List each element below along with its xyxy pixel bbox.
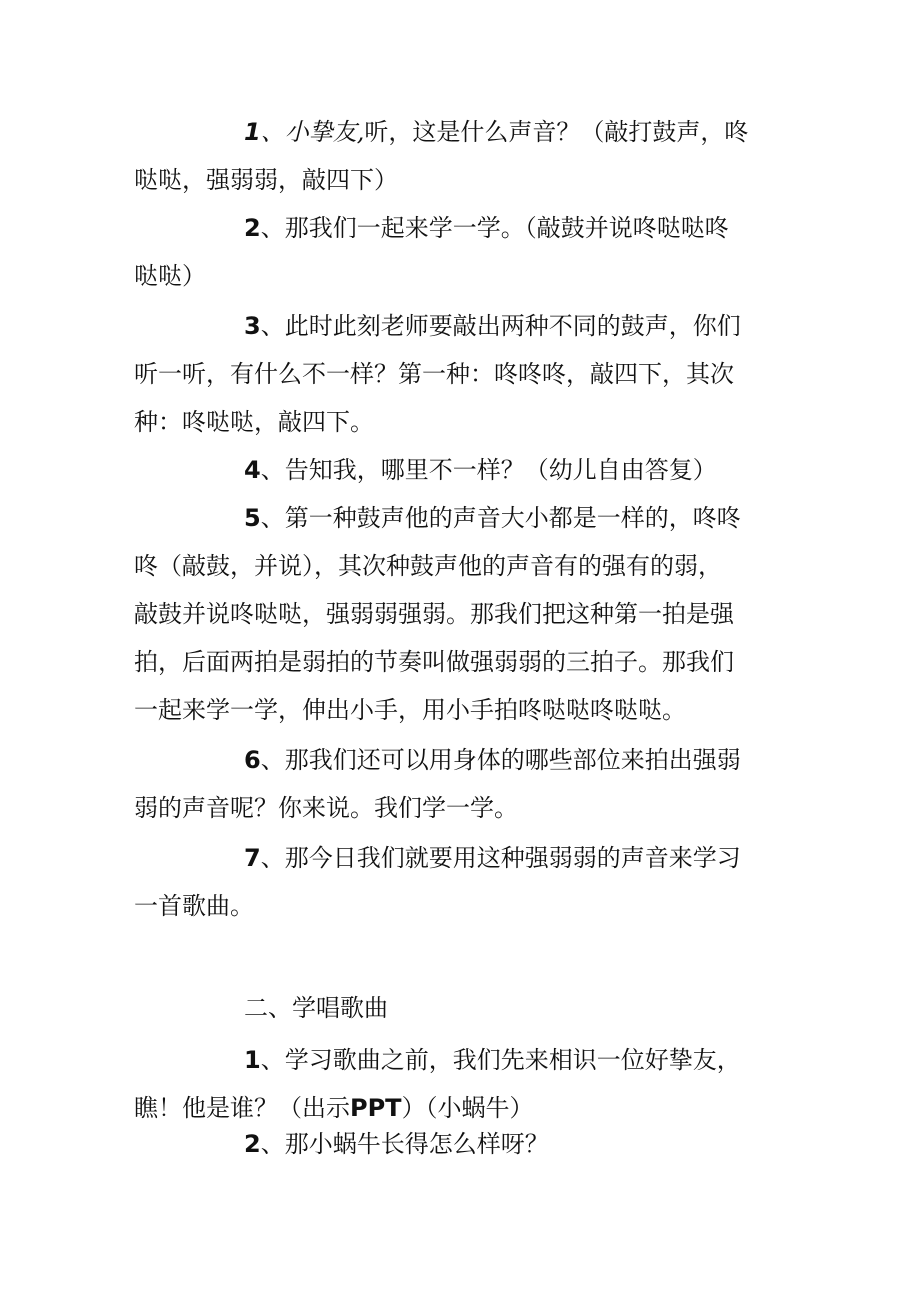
paragraph-line: 弱的声音呢？你来说。我们学一学。 xyxy=(134,794,518,822)
paragraph-text: ）（小蜗牛） xyxy=(401,1094,534,1122)
paragraph-line: 哒哒，强弱弱，敲四下） xyxy=(134,166,398,194)
paragraph-3 xyxy=(134,302,794,446)
section-heading xyxy=(134,984,794,1032)
paragraph-number: 5 xyxy=(244,504,261,532)
paragraph-line: 一首歌曲。 xyxy=(134,892,254,920)
paragraph-number: 2 xyxy=(244,1130,261,1158)
paragraph-line: 咚（敲鼓，并说），其次种鼓声他的声音有的强有的弱， xyxy=(134,552,722,580)
paragraph-number: 1 xyxy=(244,118,261,146)
paragraph-number: 1 xyxy=(244,1046,261,1074)
paragraph-number: 2 xyxy=(244,214,261,242)
paragraph-text: 、那小蜗牛长得怎么样呀？ xyxy=(260,1130,549,1158)
italic-prefix: 、小挚友, xyxy=(260,118,365,146)
paragraph-line: 一起来学一学，伸出小手，用小手拍咚哒哒咚哒哒。 xyxy=(134,696,686,724)
paragraph-text: 、第一种鼓声他的声音大小都是一样的，咚咚 xyxy=(260,504,741,532)
paragraph-1 xyxy=(134,108,794,204)
paragraph-line: 哒哒） xyxy=(134,262,206,290)
paragraph-line xyxy=(134,108,794,156)
paragraph-text: 、那我们一起来学一学。（敲鼓并说咚哒哒咚 xyxy=(260,214,729,242)
paragraph-4 xyxy=(134,446,794,494)
ppt-label: PPT xyxy=(350,1094,402,1122)
paragraph-number: 3 xyxy=(244,312,261,340)
paragraph-line xyxy=(134,1036,794,1084)
paragraph-number: 7 xyxy=(244,844,261,872)
paragraph-line: 拍，后面两拍是弱拍的节奏叫做强弱弱的三拍子。那我们 xyxy=(134,648,734,676)
section-paragraph-2 xyxy=(134,1120,794,1168)
paragraph-line xyxy=(134,494,794,542)
paragraph-line: 敲鼓并说咚哒哒，强弱弱强弱。那我们把这种第一拍是强 xyxy=(134,600,734,628)
paragraph-6 xyxy=(134,736,794,832)
paragraph-text: 、那我们还可以用身体的哪些部位来拍出强弱 xyxy=(260,746,741,774)
section-heading-text: 二、学唱歌曲 xyxy=(244,994,388,1022)
section-paragraph-1 xyxy=(134,1036,794,1132)
paragraph-text: 听，这是什么声音？（敲打鼓声，咚 xyxy=(364,118,749,146)
paragraph-number: 4 xyxy=(244,456,261,484)
paragraph-number: 6 xyxy=(244,746,261,774)
paragraph-line xyxy=(134,736,794,784)
paragraph-line xyxy=(134,204,794,252)
paragraph-line xyxy=(134,834,794,882)
paragraph-line xyxy=(134,302,794,350)
paragraph-5 xyxy=(134,494,794,734)
paragraph-2 xyxy=(134,204,794,300)
paragraph-text: 、此时此刻老师要敲出两种不同的鼓声，你们 xyxy=(260,312,741,340)
paragraph-7 xyxy=(134,834,794,930)
paragraph-text: 、学习歌曲之前，我们先来相识一位好挚友， xyxy=(260,1046,741,1074)
paragraph-text: 、那今日我们就要用这种强弱弱的声音来学习 xyxy=(260,844,741,872)
paragraph-line: 种：咚哒哒，敲四下。 xyxy=(134,408,374,436)
paragraph-text: 瞧！他是谁？（出示 xyxy=(134,1094,350,1122)
paragraph-line xyxy=(134,446,794,494)
paragraph-line: 听一听，有什么不一样？第一种：咚咚咚，敲四下，其次 xyxy=(134,360,734,388)
paragraph-line xyxy=(134,1120,794,1168)
paragraph-text: 、告知我，哪里不一样？（幼儿自由答复） xyxy=(260,456,717,484)
